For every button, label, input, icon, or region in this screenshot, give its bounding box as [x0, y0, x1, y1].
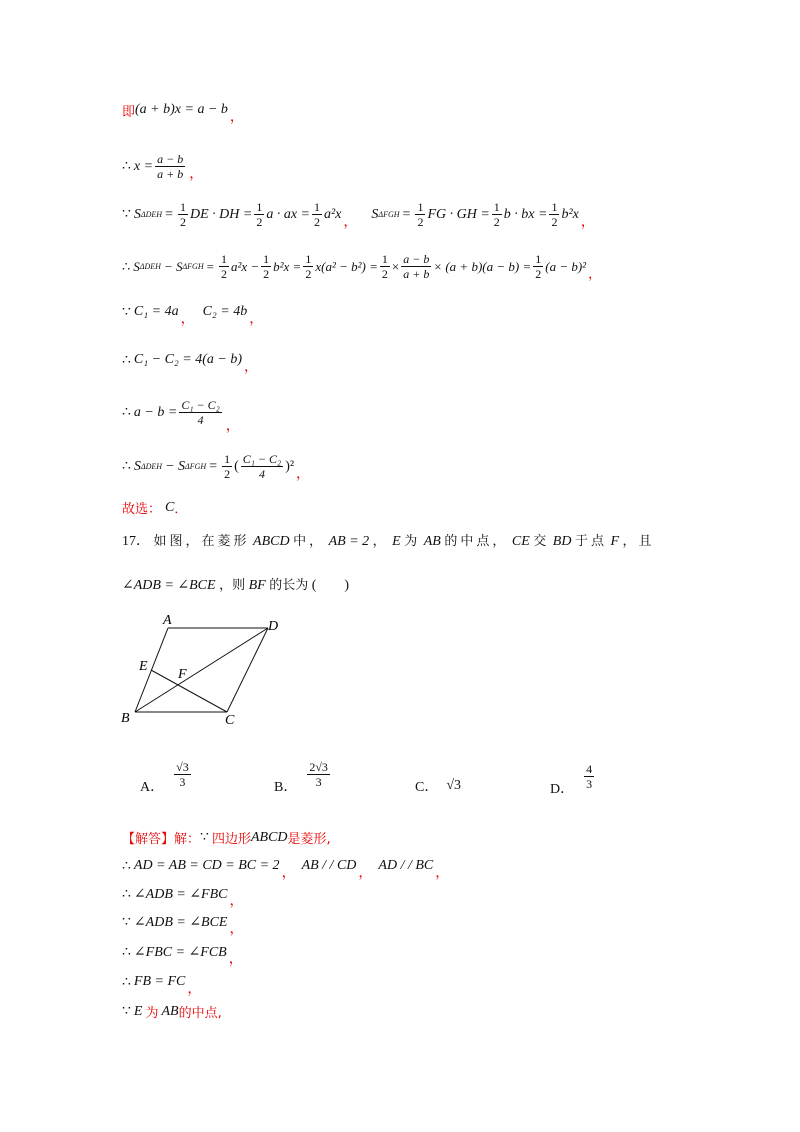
- rhombus-diagram: [115, 612, 295, 732]
- solution-line-4: ∴ S ΔDEH − S ΔFGH = $\frac{1}{2}$ a²x − $\frac{1}{2}$ b²x = $\frac{1}{2}$ x(a² − b²) = $\frac{1}{2}$ × $\frac{a - b}{a + b}$ × (a + b)(a − b) = $\frac{1}{2}$ (a − b)² ，: [122, 252, 602, 281]
- therefore-symbol: ∴: [122, 159, 131, 174]
- option-a[interactable]: A． $\frac{√3}{3}$: [140, 759, 189, 795]
- answer-label: 故选：: [122, 502, 162, 517]
- solution-line-5: ∵ C₁ = 4a ， C₂ = 4b ，: [122, 304, 264, 327]
- fraction: $\frac{a - b}{a + b}$: [157, 152, 184, 181]
- analysis-line-3: ∴ ∠ADB = ∠FBC ，: [122, 886, 244, 909]
- solution-line-7: ∴ a − b = $\frac{\text{C₁ − C₂}}{4}$ ，: [122, 398, 240, 434]
- solution-line-3: ∵ S ΔDEH = $\frac{1}{2}$ DE · DH = $\frac{1}{2}$ a · ax = $\frac{1}{2}$ a²x ， S ΔFGH = $\frac{1}{2}$ FG · GH = $\frac{1}{2}$ b · bx = $\frac{1}{2}$ b²x ，: [122, 200, 595, 230]
- question-number: 17．: [122, 534, 150, 549]
- solution-line-1: [122, 100, 244, 125]
- answer-line: 故选： C ．: [122, 499, 188, 517]
- question-17-line-2: ∠ADB = ∠BCE ，则 BF 的长为 ( ): [122, 578, 350, 593]
- segment-ce: [151, 670, 227, 712]
- comma: ，: [229, 110, 244, 125]
- label-b: B: [121, 711, 130, 726]
- solution-line-8: ∴ S ΔDEH − S ΔFGH = $\frac{1}{2}$ ( $\frac{\text{C₁ − C₂}}{4}$ )² ，: [122, 452, 311, 482]
- question-17-line-1: 17． 如图，在菱形 ABCD 中， AB = 2 ， E 为 AB 的中点， CE 交 BD 于点 F ，且: [122, 534, 655, 549]
- prefix-ji: 即: [122, 104, 136, 120]
- analysis-line-1: 【解答】 解： ∵ 四边形 ABCD 是菱形,: [122, 829, 331, 847]
- rhombus-figure: [115, 612, 295, 737]
- analysis-line-2: ∴ AD = AB = CD = BC = 2 ， AB / / CD ， AD / / BC ，: [122, 858, 450, 881]
- label-e: E: [139, 659, 148, 674]
- analysis-line-6: ∴ FB = FC ，: [122, 974, 202, 997]
- label-c: C: [225, 713, 235, 728]
- analysis-tag: 【解答】: [122, 832, 175, 847]
- label-f: F: [178, 667, 187, 682]
- analysis-line-4: ∵ ∠ADB = ∠BCE ，: [122, 914, 244, 937]
- x-lhs: x =: [133, 158, 154, 174]
- option-c[interactable]: C． √3: [415, 778, 462, 795]
- equation-1: (a + b)x = a − b: [135, 102, 228, 117]
- option-b[interactable]: B． $\frac{2√3}{3}$: [274, 759, 328, 795]
- option-d[interactable]: D． $\frac{4}{3}$: [550, 761, 593, 797]
- label-d: D: [268, 619, 279, 634]
- solution-line-2: ∴ x = $\frac{a - b}{a + b}$ ，: [122, 152, 204, 182]
- solution-line-6: ∴ C₁ − C₂ = 4(a − b) ，: [122, 352, 258, 375]
- label-a: A: [163, 613, 172, 628]
- analysis-line-5: ∴ ∠FBC = ∠FCB ，: [122, 944, 243, 967]
- analysis-line-7: ∵ E 为 AB 的中点,: [122, 1003, 222, 1021]
- answer-value: C: [165, 499, 175, 515]
